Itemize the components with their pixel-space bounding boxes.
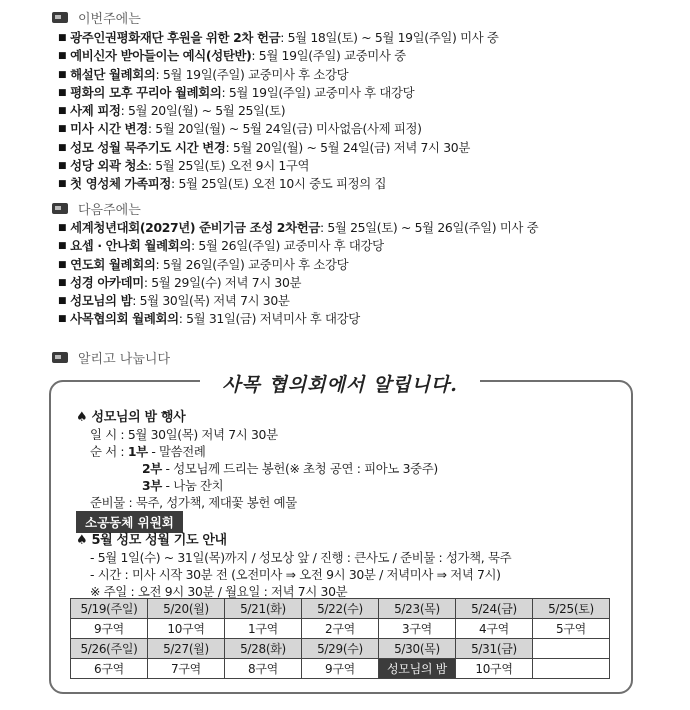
list-item: ■ 해설단 월례회의 : 5월 19일(주일) 교중미사 후 소강당 — [58, 66, 499, 84]
event-section — [76, 409, 438, 511]
table-row — [71, 659, 610, 679]
prayer-line-2: - 시간 : 미사 시작 30분 전 (오전미사 ⇒ 오전 9시 30분 / 저녁미사 ⇒ 저녁 7시) — [90, 567, 501, 582]
table-row — [71, 599, 610, 619]
group-cell: 6구역 — [71, 659, 148, 679]
prayer-line-3: ※ 주일 : 오전 9시 30분 / 월요일 : 저녁 7시 30분 — [90, 584, 348, 599]
next-week-header — [52, 199, 141, 218]
date-cell: 5/21(화) — [225, 599, 302, 619]
prayer-section — [76, 532, 511, 600]
date-cell: 5/19(주일) — [71, 599, 148, 619]
event-heading: ♠ 성모님의 밤 행사 — [76, 410, 186, 425]
group-cell: 4구역 — [456, 619, 533, 639]
date-cell: 5/27(월) — [148, 639, 225, 659]
list-item: ■ 성당 외곽 청소 : 5월 25일(토) 오전 9시 1구역 — [58, 157, 499, 175]
group-cell: 8구역 — [225, 659, 302, 679]
list-item: ■ 사제 피정 : 5월 20일(월) ~ 5월 25일(토) — [58, 102, 499, 120]
list-item: ■ 요셉 · 안나회 월례회의 : 5월 26일(주일) 교중미사 후 대강당 — [58, 237, 538, 255]
group-cell: 3구역 — [379, 619, 456, 639]
list-item: ■ 세계청년대회(2027년) 준비기금 조성 2차헌금 : 5월 25일(토) ~ 5월 26일(주일) 미사 중 — [58, 219, 538, 237]
event-order: 순 서 : 1부 - 말씀전례 — [90, 444, 206, 459]
section-icon — [52, 352, 68, 363]
date-cell: 5/29(수) — [302, 639, 379, 659]
list-item: ■ 성모 성월 묵주기도 시간 변경 : 5월 20일(월) ~ 5월 24일(금) 저녁 7시 30분 — [58, 139, 499, 157]
event-order-part3: 3부 - 나눔 잔치 — [142, 478, 224, 493]
table-row — [71, 639, 610, 659]
this-week-header — [52, 8, 141, 27]
date-cell: 5/26(주일) — [71, 639, 148, 659]
group-cell: 5구역 — [533, 619, 610, 639]
event-time: 일 시 : 5월 30일(목) 저녁 7시 30분 — [90, 427, 278, 442]
list-item: ■ 사목협의회 월례회의 : 5월 31일(금) 저녁미사 후 대강당 — [58, 310, 538, 328]
section-icon — [52, 12, 68, 23]
event-supplies: 준비물 : 묵주, 성가책, 제대꽃 봉헌 예물 — [90, 495, 297, 510]
next-week-list — [58, 219, 538, 329]
prayer-schedule-table — [70, 598, 610, 679]
list-item: ■ 미사 시간 변경 : 5월 20일(월) ~ 5월 24일(금) 미사없음(사제 피정) — [58, 120, 499, 138]
empty-cell — [533, 639, 610, 659]
date-cell: 5/30(목) — [379, 639, 456, 659]
notice-header — [52, 348, 170, 367]
list-item: ■ 첫 영성체 가족피정 : 5월 25일(토) 오전 10시 중도 피정의 집 — [58, 175, 499, 193]
group-cell: 10구역 — [456, 659, 533, 679]
list-item: ■ 광주인권평화재단 후원을 위한 2차 헌금 : 5월 18일(토) ~ 5월 19일(주일) 미사 중 — [58, 29, 499, 47]
event-order-part2: 2부 - 성모님께 드리는 봉헌(※ 초청 공연 : 피아노 3중주) — [142, 461, 438, 476]
date-cell: 5/28(화) — [225, 639, 302, 659]
date-cell: 5/25(토) — [533, 599, 610, 619]
notice-box-title: 사목 협의회에서 알립니다. — [200, 367, 480, 403]
prayer-line-1: - 5월 1일(수) ~ 31일(목)까지 / 성모상 앞 / 진행 : 큰사도 / 준비물 : 성가책, 묵주 — [90, 550, 512, 565]
next-week-title: 다음주에는 — [78, 203, 141, 218]
list-item: ■ 성모님의 밤 : 5월 30일(목) 저녁 7시 30분 — [58, 292, 538, 310]
table-row — [71, 619, 610, 639]
list-item: ■ 성경 아카데미 : 5월 29일(수) 저녁 7시 30분 — [58, 274, 538, 292]
notice-title: 알리고 나눕니다 — [78, 352, 171, 367]
group-cell: 9구역 — [71, 619, 148, 639]
group-cell: 2구역 — [302, 619, 379, 639]
group-cell: 10구역 — [148, 619, 225, 639]
list-item: ■ 평화의 모후 꾸리아 월례회의 : 5월 19일(주일) 교중미사 후 대강당 — [58, 84, 499, 102]
date-cell: 5/24(금) — [456, 599, 533, 619]
list-item: ■ 예비신자 받아들이는 예식(성탄반) : 5월 19일(주일) 교중미사 중 — [58, 47, 499, 65]
date-cell: 5/20(월) — [148, 599, 225, 619]
date-cell: 5/23(목) — [379, 599, 456, 619]
date-cell: 5/31(금) — [456, 639, 533, 659]
section-icon — [52, 203, 68, 214]
group-cell: 9구역 — [302, 659, 379, 679]
this-week-list — [58, 29, 499, 194]
date-cell: 5/22(수) — [302, 599, 379, 619]
prayer-heading: ♠ 5월 성모 성월 기도 안내 — [76, 533, 227, 548]
group-cell-highlight: 성모님의 밤 — [379, 659, 456, 679]
empty-cell — [533, 659, 610, 679]
group-cell: 1구역 — [225, 619, 302, 639]
committee-badge: 소공동체 위원회 — [76, 511, 183, 533]
this-week-title: 이번주에는 — [78, 12, 141, 27]
list-item: ■ 연도회 월례회의 : 5월 26일(주일) 교중미사 후 소강당 — [58, 256, 538, 274]
group-cell: 7구역 — [148, 659, 225, 679]
